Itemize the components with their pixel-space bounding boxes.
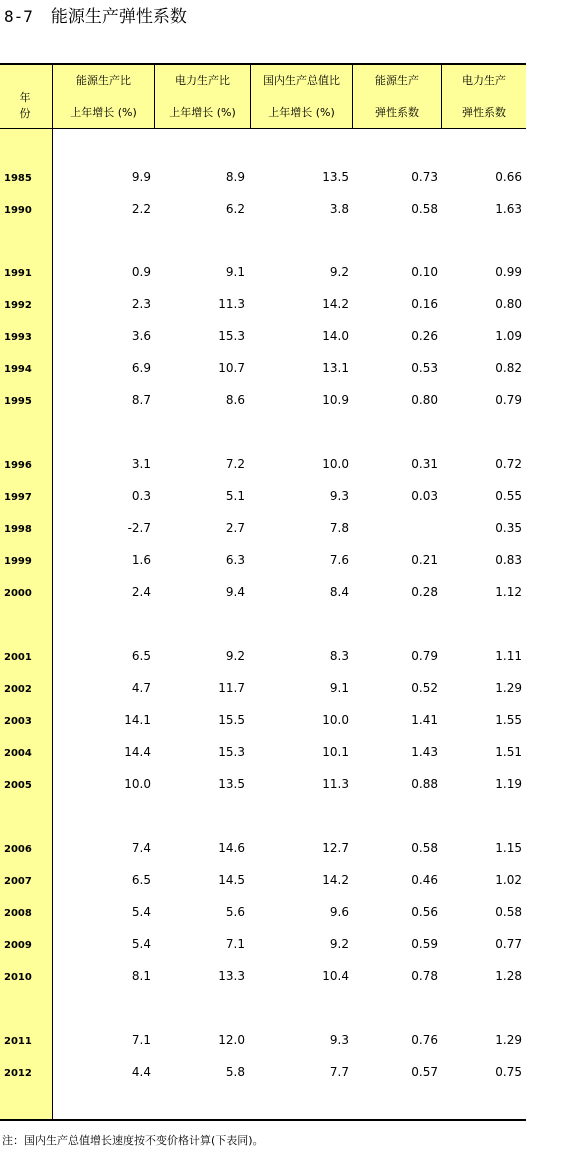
cell-power-growth: 15.5	[218, 713, 245, 727]
cell-power-growth: 13.5	[218, 777, 245, 791]
table-title	[4, 6, 187, 28]
cell-energy-growth: 3.6	[131, 329, 151, 343]
cell-power-growth: 14.5	[218, 873, 245, 887]
table-row	[0, 872, 526, 892]
cell-energy-elasticity: 0.46	[411, 873, 438, 887]
column-header-power-elasticity-line1: 电力生产	[462, 74, 506, 87]
cell-gdp-growth: 9.3	[329, 1033, 349, 1047]
cell-year: 1992	[4, 300, 32, 311]
cell-gdp-growth: 14.0	[322, 329, 349, 343]
cell-power-elasticity: 0.99	[495, 265, 522, 279]
cell-power-elasticity: 1.51	[495, 745, 522, 759]
cell-year: 2007	[4, 876, 32, 887]
cell-energy-elasticity: 0.53	[411, 361, 438, 375]
table-row	[0, 648, 526, 668]
cell-power-growth: 15.3	[218, 745, 245, 759]
cell-year: 1997	[4, 492, 32, 503]
cell-gdp-growth: 7.7	[329, 1065, 349, 1079]
column-header-power-growth-line2: 上年增长 (%)	[169, 106, 236, 119]
cell-energy-growth: 6.9	[131, 361, 151, 375]
cell-power-growth: 12.0	[218, 1033, 245, 1047]
cell-energy-growth: -2.7	[127, 521, 151, 535]
cell-energy-elasticity: 0.16	[411, 297, 438, 311]
table-row	[0, 968, 526, 988]
cell-energy-elasticity: 0.52	[411, 681, 438, 695]
cell-energy-elasticity: 0.03	[411, 489, 438, 503]
cell-energy-growth: 4.7	[131, 681, 151, 695]
column-header-power-growth-line1: 电力生产比	[175, 74, 230, 87]
cell-year: 2010	[4, 972, 32, 983]
table-number: 8-7	[4, 7, 33, 26]
table-row	[0, 936, 526, 956]
cell-gdp-growth: 9.6	[329, 905, 349, 919]
cell-energy-growth: 2.4	[131, 585, 151, 599]
cell-energy-growth: 2.3	[131, 297, 151, 311]
cell-power-elasticity: 1.12	[495, 585, 522, 599]
cell-energy-elasticity: 0.78	[411, 969, 438, 983]
table-row	[0, 201, 526, 221]
cell-energy-elasticity: 0.57	[411, 1065, 438, 1079]
cell-year: 1994	[4, 364, 32, 375]
cell-energy-elasticity: 0.56	[411, 905, 438, 919]
cell-energy-growth: 7.1	[131, 1033, 151, 1047]
cell-year: 2005	[4, 780, 32, 791]
cell-gdp-growth: 12.7	[322, 841, 349, 855]
cell-energy-growth: 6.5	[131, 649, 151, 663]
cell-gdp-growth: 9.2	[329, 937, 349, 951]
cell-year: 2008	[4, 908, 32, 919]
cell-energy-elasticity: 0.58	[411, 202, 438, 216]
cell-power-elasticity: 1.29	[495, 681, 522, 695]
cell-power-growth: 6.2	[225, 202, 245, 216]
cell-gdp-growth: 9.2	[329, 265, 349, 279]
cell-power-elasticity: 1.19	[495, 777, 522, 791]
cell-energy-elasticity: 0.10	[411, 265, 438, 279]
cell-power-growth: 13.3	[218, 969, 245, 983]
cell-energy-growth: 8.7	[131, 393, 151, 407]
cell-energy-growth: 4.4	[131, 1065, 151, 1079]
cell-power-growth: 8.6	[225, 393, 245, 407]
table-title-text: 能源生产弹性系数	[50, 7, 187, 27]
table-row	[0, 296, 526, 316]
cell-power-growth: 8.9	[225, 170, 245, 184]
table-row	[0, 744, 526, 764]
table-row	[0, 488, 526, 508]
table-row	[0, 520, 526, 540]
cell-power-elasticity: 0.79	[495, 393, 522, 407]
table-row	[0, 169, 526, 189]
cell-year: 1996	[4, 460, 32, 471]
cell-energy-growth: 8.1	[131, 969, 151, 983]
cell-energy-elasticity: 0.79	[411, 649, 438, 663]
table-row	[0, 680, 526, 700]
cell-energy-elasticity: 0.59	[411, 937, 438, 951]
column-header-energy-growth-line1: 能源生产比	[76, 74, 131, 87]
cell-energy-growth: 3.1	[131, 457, 151, 471]
table-row	[0, 776, 526, 796]
cell-energy-elasticity: 0.21	[411, 553, 438, 567]
cell-power-growth: 5.8	[225, 1065, 245, 1079]
table-footnote: 注：国内生产总值增长速度按不变价格计算(下表同)。	[2, 1134, 264, 1147]
table-row	[0, 392, 526, 412]
cell-power-growth: 7.1	[225, 937, 245, 951]
cell-year: 1995	[4, 396, 32, 407]
cell-gdp-growth: 14.2	[322, 873, 349, 887]
table-top-rule	[0, 63, 526, 65]
table-bottom-rule	[0, 1119, 526, 1121]
cell-power-elasticity: 1.28	[495, 969, 522, 983]
cell-gdp-growth: 10.0	[322, 457, 349, 471]
cell-year: 2000	[4, 588, 32, 599]
cell-energy-elasticity: 0.73	[411, 170, 438, 184]
cell-power-growth: 5.6	[225, 905, 245, 919]
cell-year: 2001	[4, 652, 32, 663]
cell-energy-growth: 5.4	[131, 905, 151, 919]
cell-energy-growth: 7.4	[131, 841, 151, 855]
cell-energy-elasticity: 0.28	[411, 585, 438, 599]
cell-energy-elasticity: 0.88	[411, 777, 438, 791]
cell-year: 2003	[4, 716, 32, 727]
column-header-energy-growth-line2: 上年增长 (%)	[70, 106, 137, 119]
table-row	[0, 552, 526, 572]
cell-energy-growth: 9.9	[131, 170, 151, 184]
cell-year: 2011	[4, 1036, 32, 1047]
cell-power-growth: 6.3	[225, 553, 245, 567]
cell-energy-elasticity: 0.58	[411, 841, 438, 855]
cell-energy-elasticity: 0.80	[411, 393, 438, 407]
cell-power-elasticity: 1.63	[495, 202, 522, 216]
cell-year: 2004	[4, 748, 32, 759]
table-row	[0, 712, 526, 732]
cell-gdp-growth: 13.5	[322, 170, 349, 184]
cell-gdp-growth: 13.1	[322, 361, 349, 375]
cell-power-elasticity: 0.72	[495, 457, 522, 471]
table-row	[0, 360, 526, 380]
cell-power-elasticity: 1.11	[495, 649, 522, 663]
cell-power-elasticity: 1.29	[495, 1033, 522, 1047]
cell-power-growth: 11.3	[218, 297, 245, 311]
cell-gdp-growth: 10.1	[322, 745, 349, 759]
cell-year: 1999	[4, 556, 32, 567]
cell-power-elasticity: 0.55	[495, 489, 522, 503]
cell-power-growth: 5.1	[225, 489, 245, 503]
cell-power-elasticity: 1.55	[495, 713, 522, 727]
cell-gdp-growth: 9.1	[329, 681, 349, 695]
cell-power-elasticity: 0.58	[495, 905, 522, 919]
cell-gdp-growth: 8.3	[329, 649, 349, 663]
table-row	[0, 1064, 526, 1084]
cell-power-elasticity: 1.09	[495, 329, 522, 343]
table-row	[0, 904, 526, 924]
cell-year: 1985	[4, 173, 32, 184]
column-header-energy-elasticity-line2: 弹性系数	[375, 106, 419, 119]
cell-gdp-growth: 7.6	[329, 553, 349, 567]
cell-energy-growth: 0.9	[131, 265, 151, 279]
table-row	[0, 584, 526, 604]
column-header-year: 年 份	[19, 91, 41, 120]
cell-gdp-growth: 7.8	[329, 521, 349, 535]
cell-gdp-growth: 14.2	[322, 297, 349, 311]
table-row	[0, 1032, 526, 1052]
cell-year: 1991	[4, 268, 32, 279]
cell-power-elasticity: 0.83	[495, 553, 522, 567]
cell-power-growth: 2.7	[225, 521, 245, 535]
cell-energy-elasticity: 1.43	[411, 745, 438, 759]
cell-power-elasticity: 0.82	[495, 361, 522, 375]
cell-year: 1993	[4, 332, 32, 343]
cell-energy-growth: 5.4	[131, 937, 151, 951]
table-row	[0, 264, 526, 284]
table-header-rule	[0, 128, 526, 129]
cell-energy-elasticity: 0.26	[411, 329, 438, 343]
table-row	[0, 456, 526, 476]
cell-energy-growth: 2.2	[131, 202, 151, 216]
column-header-gdp-growth-line2: 上年增长 (%)	[268, 106, 335, 119]
cell-power-elasticity: 1.15	[495, 841, 522, 855]
cell-power-elasticity: 0.80	[495, 297, 522, 311]
cell-energy-elasticity: 1.41	[411, 713, 438, 727]
cell-power-elasticity: 0.75	[495, 1065, 522, 1079]
cell-energy-elasticity: 0.76	[411, 1033, 438, 1047]
cell-gdp-growth: 3.8	[329, 202, 349, 216]
cell-energy-growth: 1.6	[131, 553, 151, 567]
column-header-energy-elasticity-line1: 能源生产	[375, 74, 419, 87]
cell-year: 2006	[4, 844, 32, 855]
table-row	[0, 840, 526, 860]
cell-gdp-growth: 10.4	[322, 969, 349, 983]
cell-gdp-growth: 8.4	[329, 585, 349, 599]
table-row	[0, 328, 526, 348]
cell-energy-growth: 14.4	[124, 745, 151, 759]
cell-gdp-growth: 10.9	[322, 393, 349, 407]
cell-gdp-growth: 11.3	[322, 777, 349, 791]
cell-year: 1990	[4, 205, 32, 216]
cell-power-growth: 7.2	[225, 457, 245, 471]
cell-year: 2002	[4, 684, 32, 695]
cell-power-growth: 10.7	[218, 361, 245, 375]
cell-year: 2009	[4, 940, 32, 951]
cell-energy-growth: 10.0	[124, 777, 151, 791]
cell-energy-growth: 14.1	[124, 713, 151, 727]
cell-year: 2012	[4, 1068, 32, 1079]
cell-energy-elasticity: 0.31	[411, 457, 438, 471]
cell-power-elasticity: 1.02	[495, 873, 522, 887]
cell-power-elasticity: 0.66	[495, 170, 522, 184]
cell-power-growth: 9.4	[225, 585, 245, 599]
cell-power-growth: 15.3	[218, 329, 245, 343]
cell-power-elasticity: 0.35	[495, 521, 522, 535]
cell-year: 1998	[4, 524, 32, 535]
cell-power-growth: 14.6	[218, 841, 245, 855]
cell-energy-growth: 0.3	[131, 489, 151, 503]
cell-energy-growth: 6.5	[131, 873, 151, 887]
cell-power-growth: 9.1	[225, 265, 245, 279]
cell-power-elasticity: 0.77	[495, 937, 522, 951]
cell-power-growth: 11.7	[218, 681, 245, 695]
cell-power-growth: 9.2	[225, 649, 245, 663]
cell-gdp-growth: 10.0	[322, 713, 349, 727]
column-header-gdp-growth-line1: 国内生产总值比	[263, 74, 340, 87]
column-header-power-elasticity-line2: 弹性系数	[462, 106, 506, 119]
cell-gdp-growth: 9.3	[329, 489, 349, 503]
